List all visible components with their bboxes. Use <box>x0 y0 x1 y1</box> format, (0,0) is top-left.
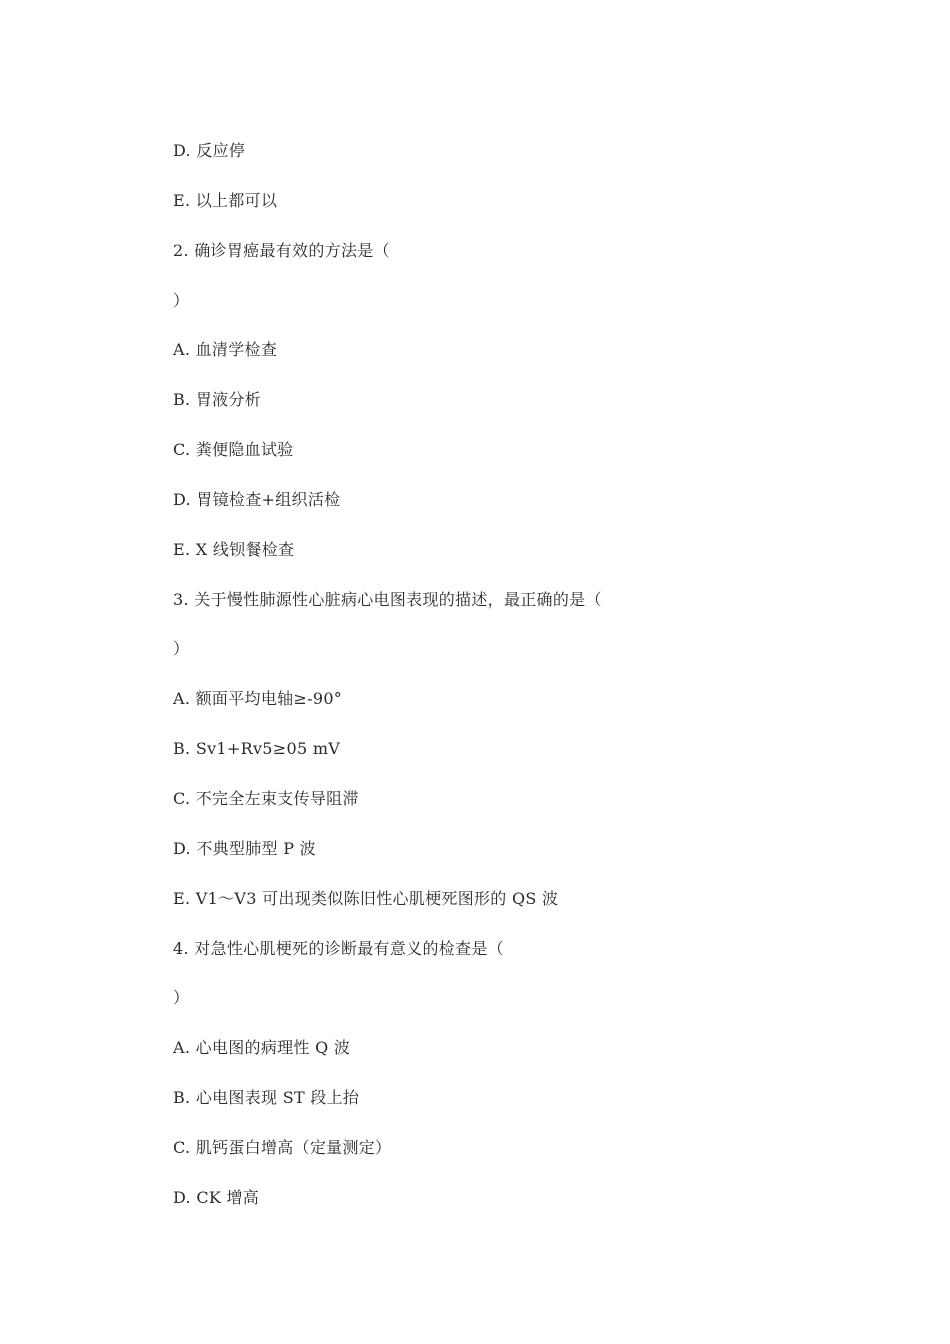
option-2a: A. 血清学检查 <box>173 340 278 360</box>
question-4-stem: 4. 对急性心肌梗死的诊断最有意义的检查是（ <box>173 938 504 958</box>
question-2-stem: 2. 确诊胃癌最有效的方法是（ <box>173 240 390 260</box>
question-4-paren-close: ） <box>173 988 190 1008</box>
option-1d: D. 反应停 <box>173 141 246 160</box>
option-4a: A. 心电图的病理性 Q 波 <box>173 1038 351 1058</box>
option-2b: B. 胃液分析 <box>173 390 262 410</box>
option-2e: E. X 线钡餐检查 <box>173 539 295 559</box>
exam-question-list <box>173 140 602 1237</box>
option-1e: E. 以上都可以 <box>173 190 278 210</box>
question-3-stem: 3. 关于慢性肺源性心脏病心电图表现的描述，最正确的是（ <box>173 589 602 609</box>
option-4b: B. 心电图表现 ST 段上抬 <box>173 1088 360 1108</box>
option-4c: C. 肌钙蛋白增高（定量测定） <box>173 1137 392 1157</box>
question-2-paren-close: ） <box>173 290 190 310</box>
option-3c: C. 不完全左束支传导阻滞 <box>173 788 359 808</box>
option-2c: C. 粪便隐血试验 <box>173 440 294 460</box>
question-3-paren-close: ） <box>173 639 190 659</box>
option-3a: A. 额面平均电轴≥-90° <box>173 689 343 709</box>
option-4d: D. CK 增高 <box>173 1187 260 1207</box>
option-3b: B. Sv1+Rv5≥05 mV <box>173 739 341 759</box>
option-3d: D. 不典型肺型 P 波 <box>173 838 316 858</box>
option-3e: E. V1～V3 可出现类似陈旧性心肌梗死图形的 QS 波 <box>173 888 559 908</box>
option-2d: D. 胃镜检查+组织活检 <box>173 489 341 509</box>
